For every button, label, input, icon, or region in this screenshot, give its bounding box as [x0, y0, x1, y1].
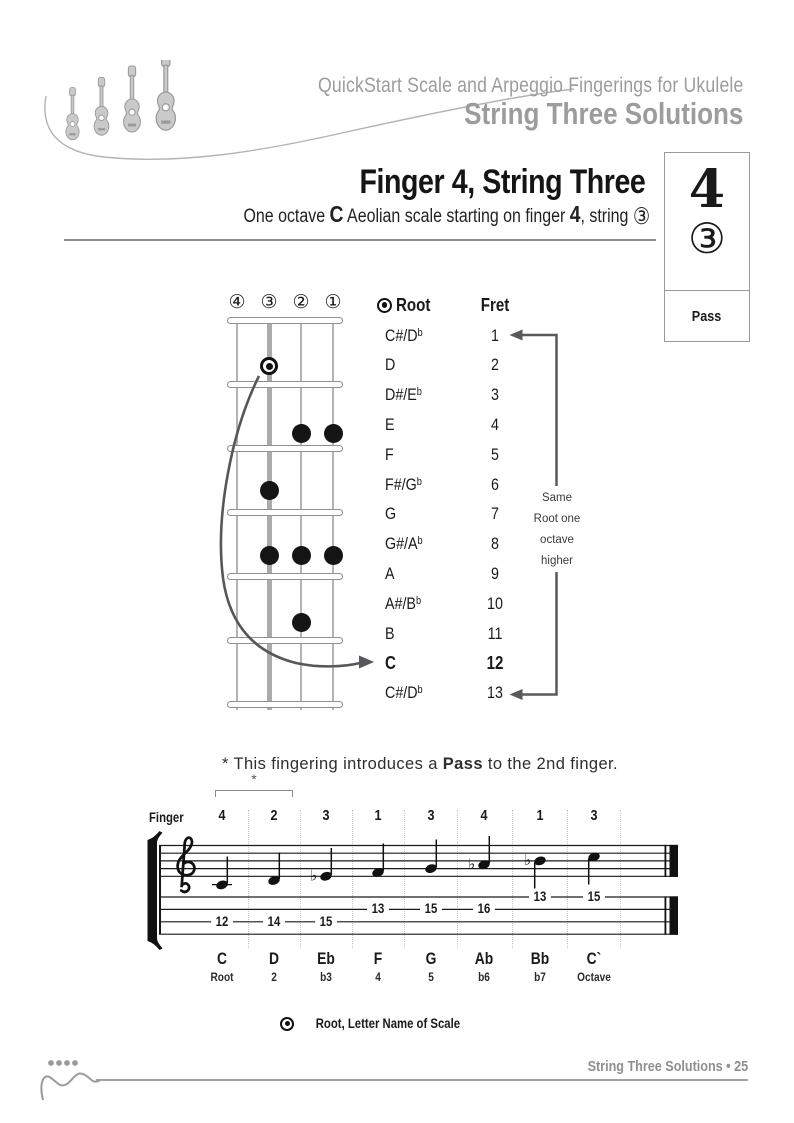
finger-number: 3 [590, 807, 598, 824]
finger-number: 1 [374, 807, 382, 824]
scale-degree: Root [210, 970, 234, 984]
tab-fret-number: 15 [420, 901, 442, 917]
subtitle-pre: One octave [243, 206, 330, 227]
note-letter: Ab [474, 950, 494, 968]
string-label-3: ③ [260, 292, 278, 313]
finger-number: 1 [536, 807, 544, 824]
subtitle-post: , string [580, 206, 633, 227]
note-letter: Bb [530, 950, 550, 968]
scale-degree: 5 [428, 970, 434, 984]
finger-number: 4 [480, 807, 488, 824]
table-header-fret: Fret [480, 294, 510, 315]
note-letter: C [216, 950, 228, 968]
section-title: String Three Solutions [463, 96, 743, 131]
scale-degree: b6 [478, 970, 490, 984]
octave-annotation-line: higher [541, 555, 573, 567]
scale-degree: b3 [320, 970, 332, 984]
string-number-circled: ③ [688, 215, 726, 262]
finger-number: 4 [688, 159, 726, 220]
svg-text:♭: ♭ [309, 866, 318, 885]
fret-bar [227, 701, 343, 708]
scale-degree: 4 [375, 970, 381, 984]
table-header-root: Root [377, 294, 437, 316]
tab-fret-number: 15 [583, 889, 605, 905]
pass-bracket [215, 790, 293, 797]
root-target-icon [280, 1017, 294, 1031]
title-divider [64, 239, 656, 241]
tab-fret-number: 13 [367, 901, 389, 917]
note-letter: C` [586, 950, 602, 968]
tab-fret-number: 14 [263, 914, 285, 930]
page-title: Finger 4, String Three [359, 163, 645, 201]
music-staff [140, 828, 700, 952]
finger-row-label: Finger [149, 810, 184, 825]
book-page: QuickStart Scale and Arpeggio Fingerings for Ukulele String Three Solutions Finger 4, String Three One octave C Aeolian scale starting on finger 4, string ③ 4 ③ Pass ④ ③ ② ① Root Fret $C\#/D^b$ 1 D 2 $D\#/E^b$ 3 E 4 F 5 $F\#/G^b$ 6 G 7 $G\#/A^b$ 8 A 9 $A\#/B^b$ 10 B 11 C 12 $C\#/D^b$ 13 Same Root one octave higher * This fingering introduces a Pass to the 2nd finger. * Finger 4 2 3 1 3 4 1 3 ♭ ♭ ♭ 12 14 15 13 15 16 13 15 C D Eb F G Ab Bb C` Root 2 b3 4 5 b6 b7 Octave Root, Letter Name of Scale String Three Solutions • 25 [0, 0, 794, 1123]
string-label-4: ④ [228, 292, 246, 313]
tab-fret-number: 15 [315, 914, 337, 930]
subtitle-string-number: ③ [632, 203, 650, 229]
quarter-notes [215, 851, 601, 891]
octave-annotation-line: octave [540, 534, 574, 546]
note-letter: D [268, 950, 280, 968]
fret-bar [227, 317, 343, 324]
finger-number: 3 [427, 807, 435, 824]
root-legend: Root, Letter Name of Scale [217, 1016, 537, 1031]
tab-fret-number: 12 [211, 914, 233, 930]
root-to-table-arrow [200, 360, 385, 675]
note-letter: Eb [317, 950, 335, 968]
pass-bracket-star: * [251, 771, 257, 787]
root-target-icon [377, 298, 392, 313]
footer-page-label: String Three Solutions • 25 [587, 1058, 748, 1075]
note-letter: F [373, 950, 383, 968]
octave-annotation-line: Same [541, 492, 573, 504]
note-letter: G [425, 950, 437, 968]
subtitle-mid: Aeolian scale starting on finger [343, 206, 570, 227]
pass-note: * This fingering introduces a Pass to the 2nd finger. [221, 755, 619, 773]
footer-dots [48, 1060, 78, 1066]
technique-badge: Pass [692, 307, 722, 325]
tab-fret-number: 13 [529, 889, 551, 905]
scale-degree: Octave [577, 970, 611, 984]
series-title: QuickStart Scale and Arpeggio Fingerings for Ukulele [317, 74, 743, 97]
page-subtitle [243, 201, 650, 230]
svg-text:♭: ♭ [467, 855, 476, 873]
scale-degree: 2 [271, 970, 277, 984]
tab-fret-number: 16 [473, 901, 495, 917]
finger-string-box-top [665, 153, 749, 291]
system-bracket [148, 840, 158, 941]
octave-annotation-line: Root one [533, 513, 581, 525]
finger-number: 3 [322, 807, 330, 824]
treble-staff-lines [159, 846, 678, 877]
flat-signs [310, 851, 531, 885]
ukulele-icons [66, 60, 176, 140]
string-label-1: ① [324, 292, 342, 313]
footer-divider [96, 1079, 748, 1081]
finger-string-box [664, 152, 750, 342]
subtitle-finger: 4 [569, 201, 581, 227]
svg-text:♭: ♭ [523, 851, 532, 869]
subtitle-root: C [329, 201, 344, 227]
string-label-2: ② [292, 292, 310, 313]
finger-number: 4 [218, 807, 226, 824]
scale-degree: b7 [534, 970, 546, 984]
finger-number: 2 [270, 807, 278, 824]
